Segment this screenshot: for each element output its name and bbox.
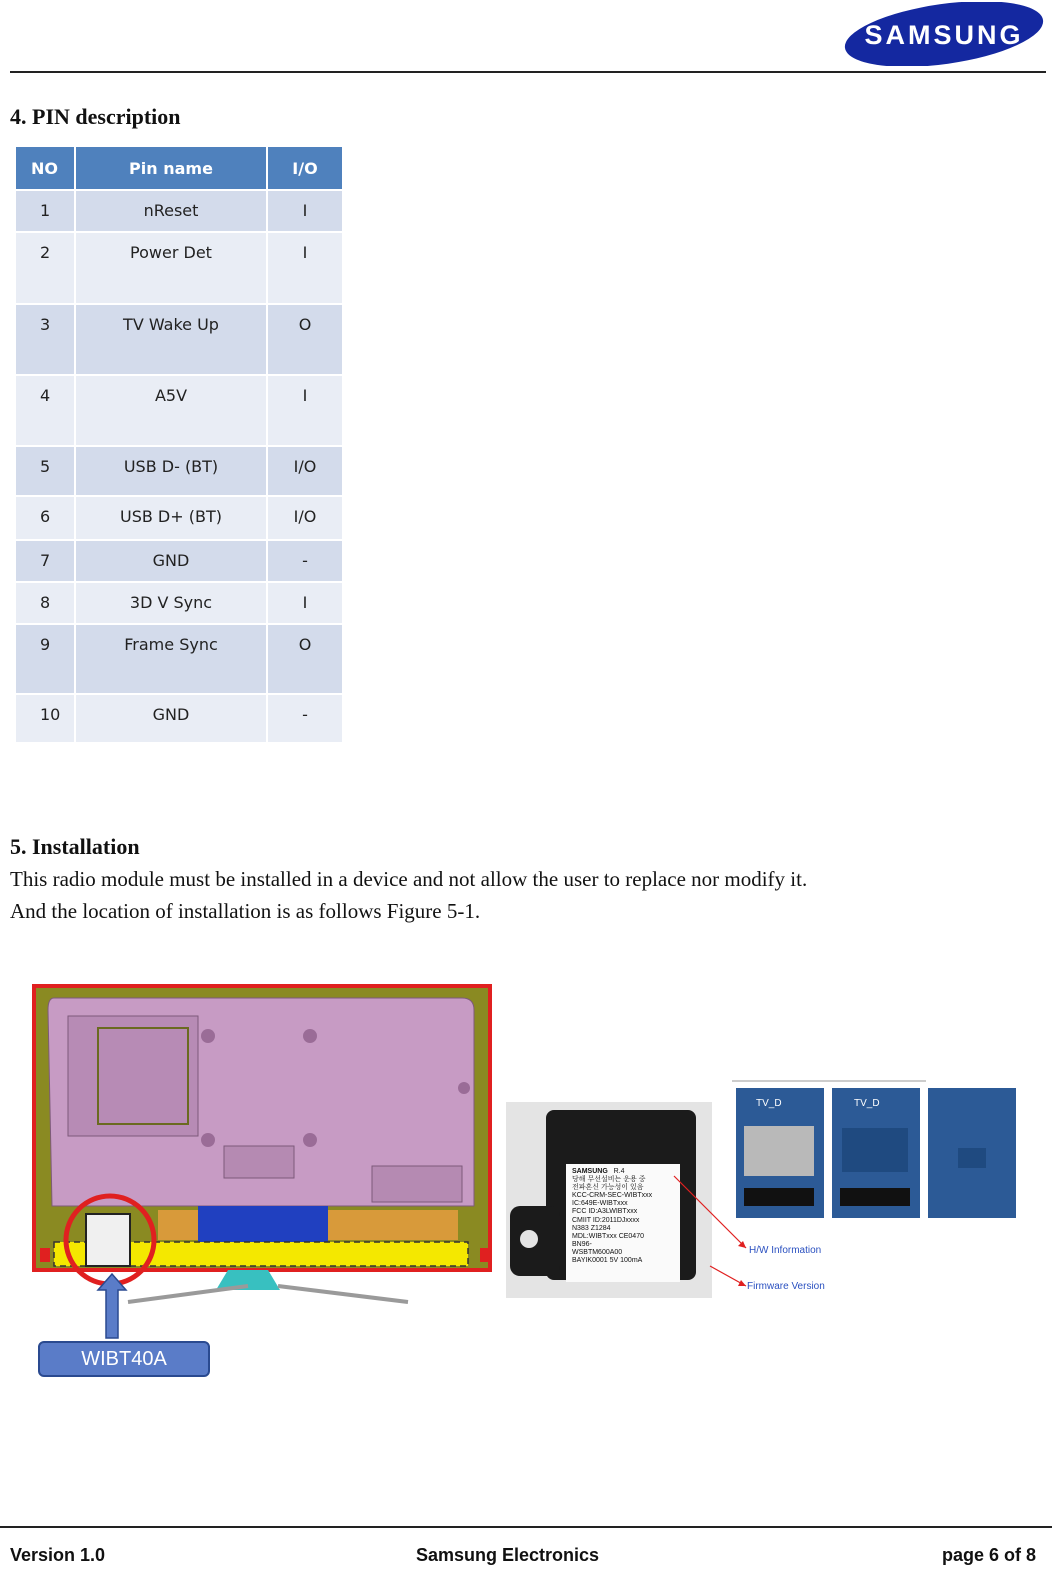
cell-io: O xyxy=(268,625,342,693)
label-line: N383 xyxy=(572,1224,589,1232)
table-row xyxy=(16,583,342,623)
column-header-io: I/O xyxy=(268,147,342,189)
table-row xyxy=(16,191,342,231)
label-line: Z1284 xyxy=(590,1224,611,1232)
header-rule xyxy=(10,71,1046,73)
rf-shield xyxy=(744,1126,814,1176)
cell-io: I xyxy=(268,233,342,303)
cell-no: 5 xyxy=(16,447,74,495)
pcb-photo-back xyxy=(928,1088,1016,1218)
hw-information-label: H/W Information xyxy=(749,1245,822,1256)
svg-text:SAMSUNG: SAMSUNG xyxy=(864,20,1024,50)
label-line: KCC-CRM-SEC-WIBTxxx xyxy=(572,1192,653,1200)
cell-io: - xyxy=(268,695,342,742)
section-heading-pin-description: 4. PIN description xyxy=(10,104,181,129)
cell-no: 8 xyxy=(16,583,74,623)
cell-no: 1 xyxy=(16,191,74,231)
cell-pin-name: USB D+ (BT) xyxy=(76,497,266,539)
label-line: 당해 무선설비는 운용 중 xyxy=(572,1176,646,1184)
chip-area xyxy=(842,1128,908,1172)
cell-pin-name: A5V xyxy=(76,376,266,445)
cell-pin-name: Power Det xyxy=(76,233,266,303)
footer-company: Samsung Electronics xyxy=(416,1545,600,1565)
table-row xyxy=(16,497,342,539)
cell-no: 4 xyxy=(16,376,74,445)
cell-io: I xyxy=(268,583,342,623)
ce-mark: CE0470 xyxy=(618,1232,644,1240)
section-heading-installation: 5. Installation xyxy=(10,834,140,859)
footer-page-number: page 6 of 8 xyxy=(941,1545,1036,1565)
label-line: 5V 100mA xyxy=(609,1257,643,1265)
label-line: CMIIT ID:2011DJxxxx xyxy=(572,1216,640,1224)
label-line: R.4 xyxy=(613,1168,625,1175)
module-callout-box: WIBT40A xyxy=(38,1341,210,1377)
footer-rule xyxy=(0,1526,1052,1528)
samsung-logo xyxy=(842,2,1046,66)
cell-no: 6 xyxy=(16,497,74,539)
board-label: TV_D xyxy=(854,1098,880,1109)
cell-io: I xyxy=(268,376,342,445)
installation-paragraph-1: This radio module must be installed in a device and not allow the user to replace nor modify it. xyxy=(10,867,808,891)
cell-pin-name: Frame Sync xyxy=(76,625,266,693)
label-line: 전파혼신 가능성이 있음 xyxy=(572,1184,644,1192)
column-header-pin-name: Pin name xyxy=(76,147,266,189)
label-line: BAYIK0001 xyxy=(572,1257,608,1265)
module-label xyxy=(566,1164,680,1282)
connector xyxy=(840,1188,910,1206)
label-line: BN96- xyxy=(572,1240,592,1248)
cell-no: 7 xyxy=(16,541,74,581)
pcb-photo-front-2 xyxy=(832,1088,920,1218)
label-line: WSBTM600A00 xyxy=(572,1248,623,1256)
table-header-row xyxy=(16,147,342,189)
table-row xyxy=(16,376,342,445)
cell-pin-name: nReset xyxy=(76,191,266,231)
tv-rear-figure xyxy=(28,980,498,1380)
cell-io: I/O xyxy=(268,497,342,539)
cell-pin-name: GND xyxy=(76,541,266,581)
label-line: IC:649E-WIBTxxx xyxy=(572,1200,628,1208)
table-row xyxy=(16,625,342,693)
cell-io: I/O xyxy=(268,447,342,495)
table-row xyxy=(16,233,342,303)
connector xyxy=(744,1188,814,1206)
mount-hole xyxy=(520,1230,538,1248)
photo-rule xyxy=(732,1080,926,1082)
cell-no: 2 xyxy=(16,233,74,303)
footer-version: Version 1.0 xyxy=(10,1545,106,1565)
table-row xyxy=(16,695,342,742)
table-row xyxy=(16,305,342,374)
cell-io: - xyxy=(268,541,342,581)
cell-io: I xyxy=(268,191,342,231)
label-line: FCC ID:A3LWIBTxxx xyxy=(572,1208,638,1216)
label-line: SAMSUNG xyxy=(572,1168,608,1175)
label-line: MDL:WIBTxxx xyxy=(572,1232,617,1240)
cell-no: 3 xyxy=(16,305,74,374)
cell-no: 10 xyxy=(16,695,74,742)
cell-no: 9 xyxy=(16,625,74,693)
table-row xyxy=(16,541,342,581)
table-row xyxy=(16,447,342,495)
firmware-version-label: Firmware Version xyxy=(747,1281,825,1292)
pin-table xyxy=(14,145,344,744)
cell-pin-name: USB D- (BT) xyxy=(76,447,266,495)
cell-io: O xyxy=(268,305,342,374)
cell-pin-name: 3D V Sync xyxy=(76,583,266,623)
installation-paragraph-2: And the location of installation is as follows Figure 5-1. xyxy=(10,899,481,923)
pcb-photo-front-1 xyxy=(736,1088,824,1218)
board-label: TV_D xyxy=(756,1098,782,1109)
cell-pin-name: TV Wake Up xyxy=(76,305,266,374)
column-header-no: NO xyxy=(16,147,74,189)
pcb-back-area xyxy=(958,1148,986,1168)
cell-pin-name: GND xyxy=(76,695,266,742)
